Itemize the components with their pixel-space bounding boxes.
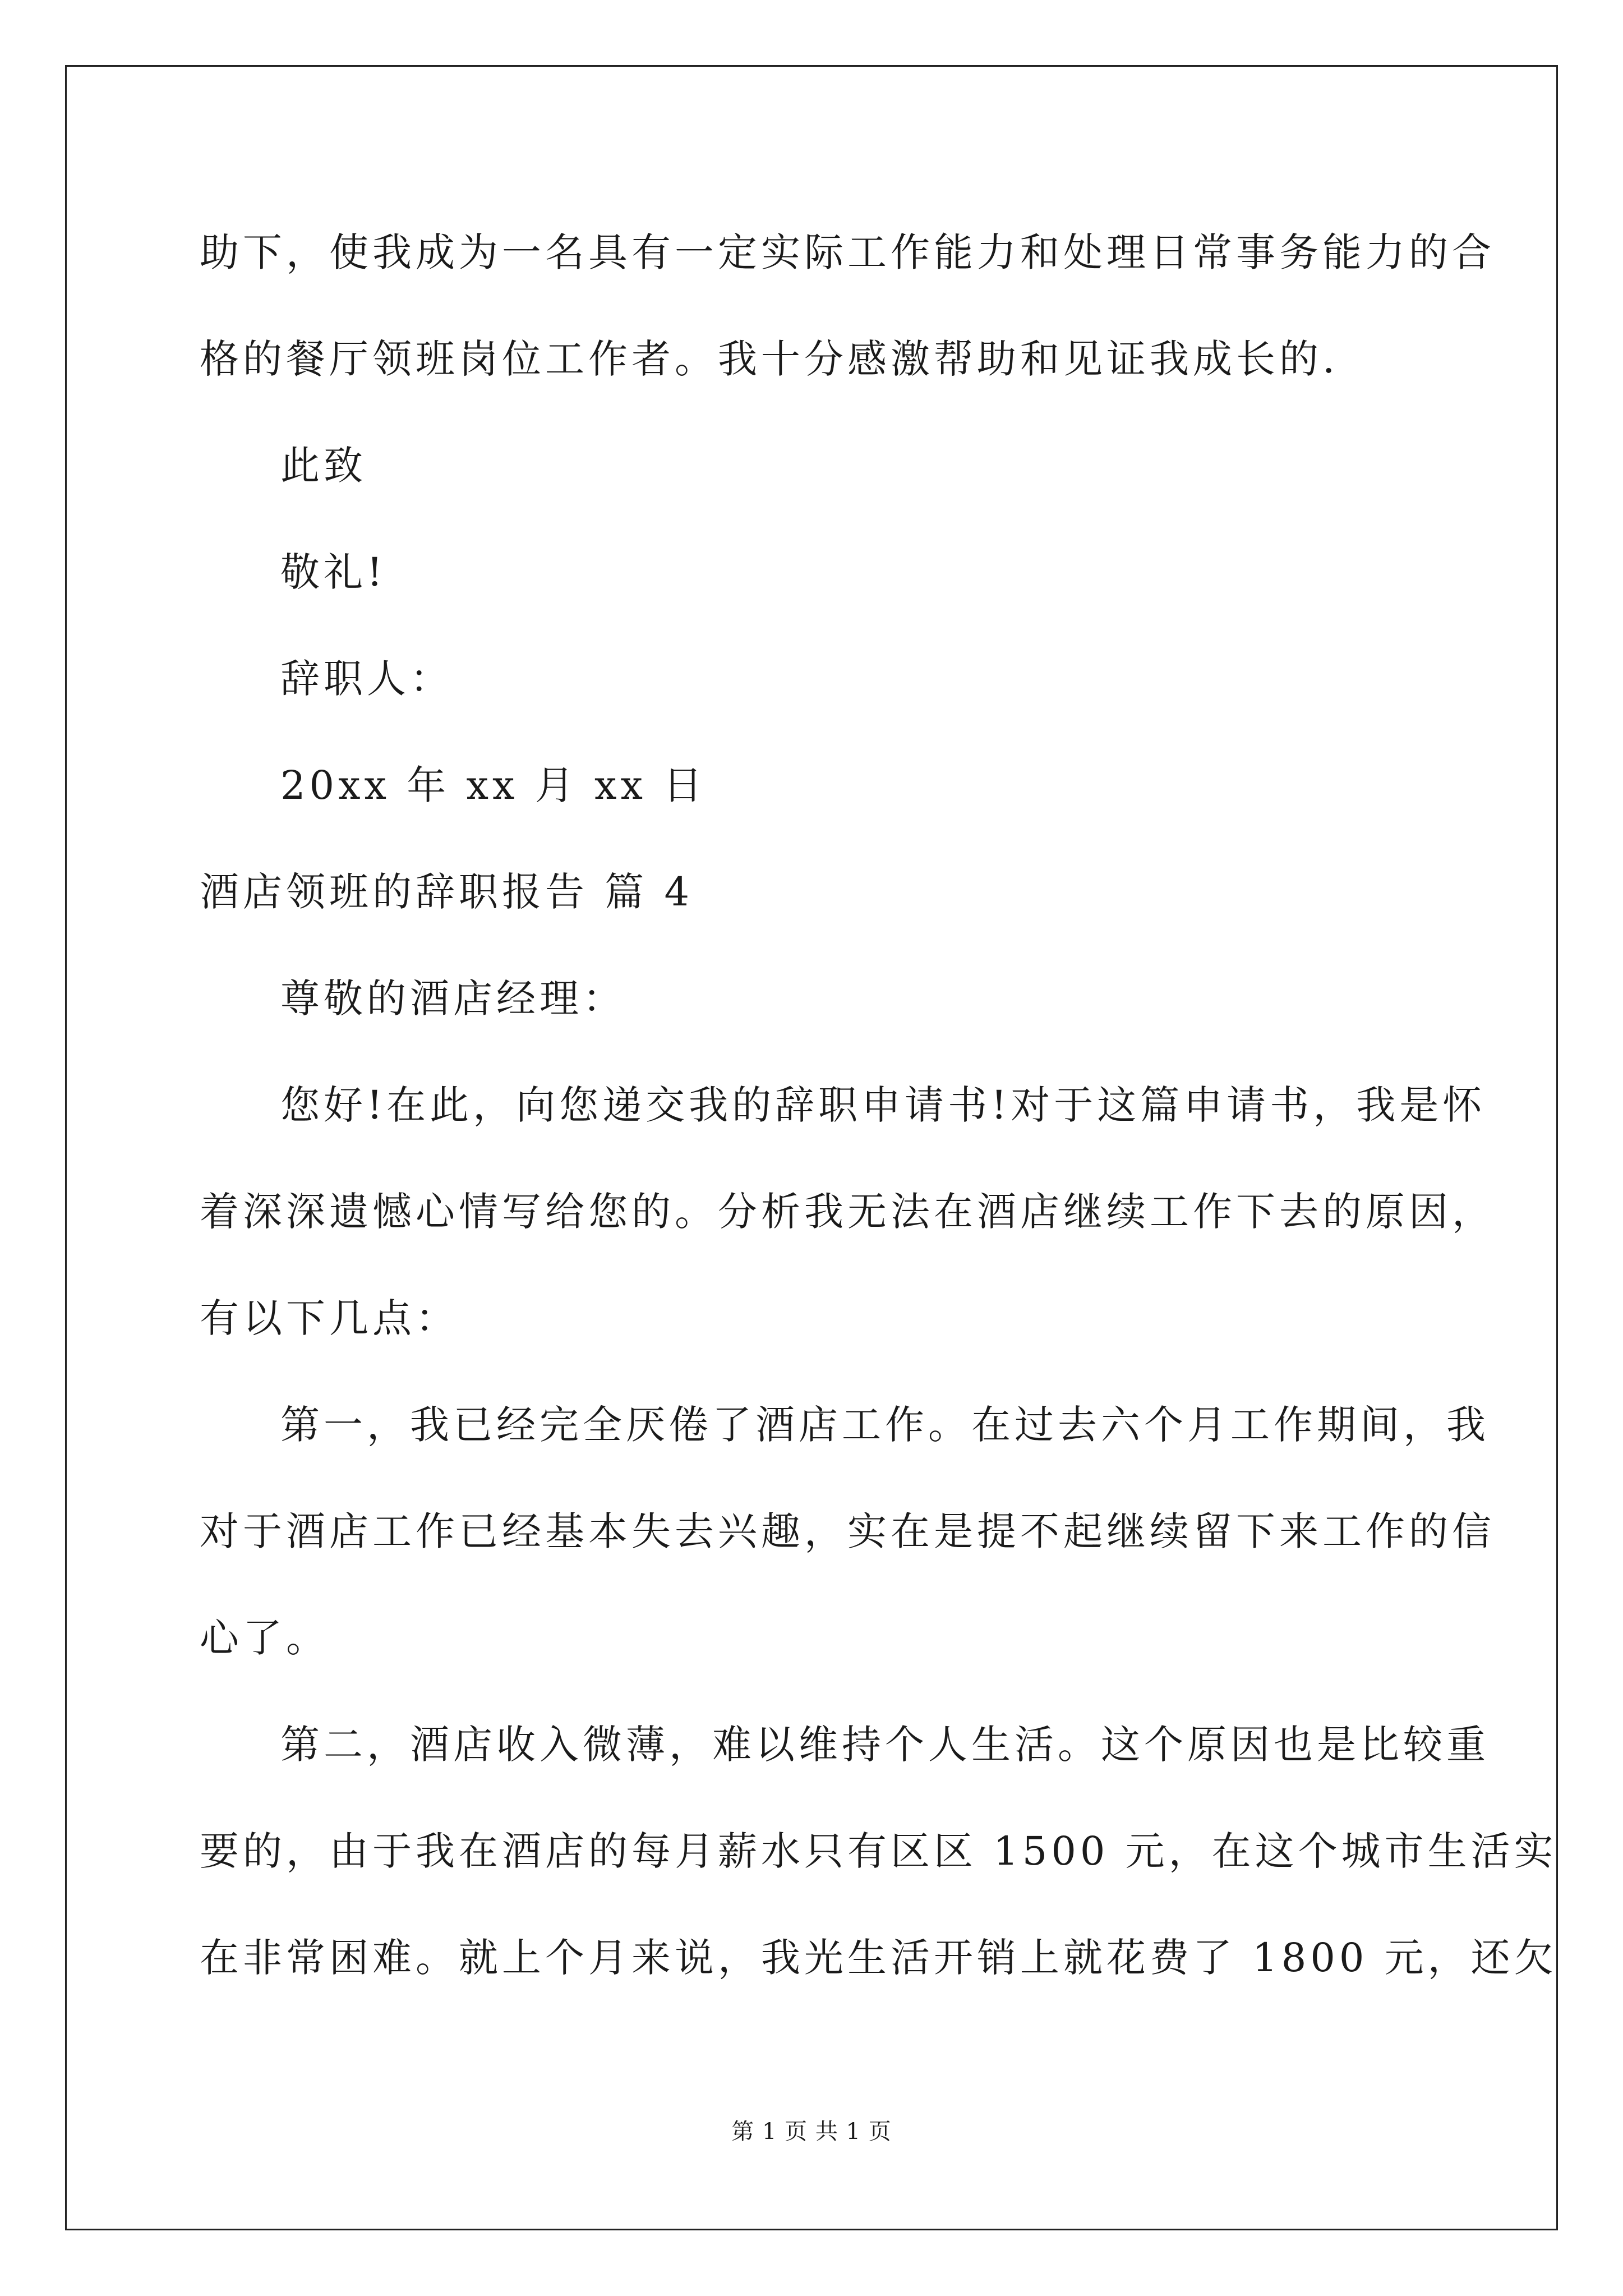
page-number-footer: 第 1 页 共 1 页	[731, 2119, 892, 2145]
body-line: 第二，酒店收入微薄，难以维持个人生活。这个原因也是比较重	[280, 1722, 1490, 1768]
greeting: 尊敬的酒店经理：	[280, 976, 626, 1022]
body-line: 格的餐厅领班岗位工作者。我十分感激帮助和见证我成长的.	[200, 336, 1339, 382]
body-line: 有以下几点：	[200, 1295, 459, 1341]
signature-label: 辞职人：	[280, 656, 453, 702]
date-line: 20xx 年 xx 月 xx 日	[280, 762, 707, 808]
body-line: 心了。	[200, 1615, 329, 1661]
body-line: 助下，使我成为一名具有一定实际工作能力和处理日常事务能力的合	[200, 229, 1495, 275]
body-line: 要的，由于我在酒店的每月薪水只有区区 1500 元，在这个城市生活实	[200, 1828, 1557, 1874]
body-line: 第一，我已经完全厌倦了酒店工作。在过去六个月工作期间，我	[280, 1402, 1490, 1448]
closing-regards: 敬礼!	[280, 549, 387, 595]
section-heading: 酒店领班的辞职报告 篇 4	[200, 869, 694, 915]
body-line: 在非常困难。就上个月来说，我光生活开销上就花费了 1800 元，还欠	[200, 1935, 1557, 1981]
body-line: 您好!在此，向您递交我的辞职申请书!对于这篇申请书，我是怀	[280, 1082, 1486, 1128]
closing-salutation: 此致	[280, 443, 367, 489]
page-border	[65, 65, 1558, 2230]
body-line: 着深深遗憾心情写给您的。分析我无法在酒店继续工作下去的原因，	[200, 1189, 1495, 1235]
body-line: 对于酒店工作已经基本失去兴趣，实在是提不起继续留下来工作的信	[200, 1508, 1495, 1554]
